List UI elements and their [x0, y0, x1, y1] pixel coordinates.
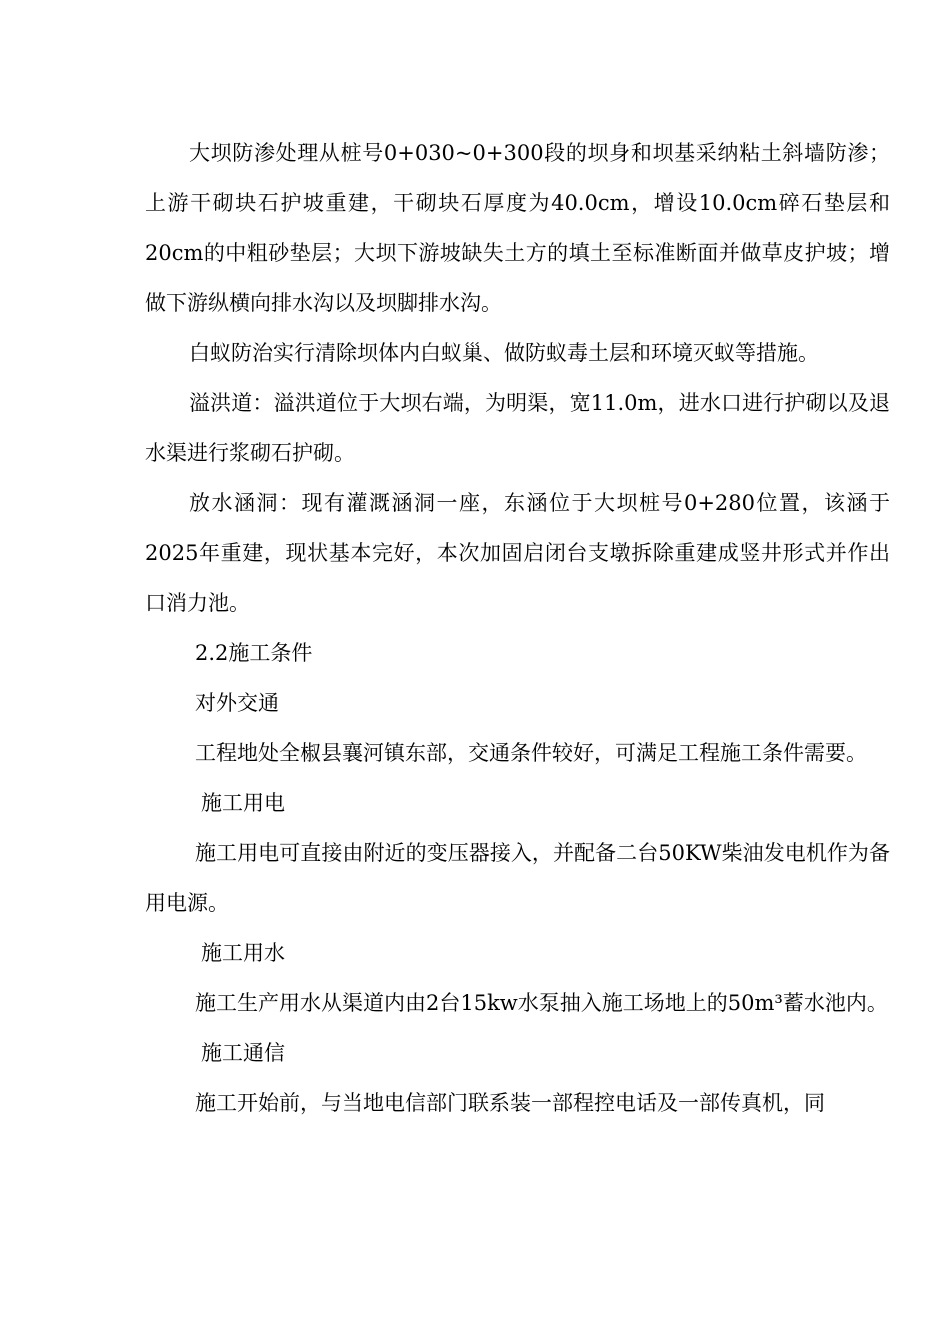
paragraph-traffic: 工程地处全椒县襄河镇东部，交通条件较好，可满足工程施工条件需要。	[195, 741, 867, 765]
paragraph-dam-seepage: 大坝防渗处理从桩号0+030~0+300段的坝身和坝基采纳粘土斜墙防渗；上游干砌块石护坡重建，干砌块石厚度为40.0cm，增设10.0cm碎石垫层和20cm的中粗砂垫层；大坝下游坡缺失土方的填土至标准断面并做草皮护坡；增做下游纵横向排水沟以及坝脚排水沟。	[145, 141, 890, 315]
document-body	[145, 128, 890, 1128]
paragraph-culvert: 放水涵洞：现有灌溉涵洞一座，东涵位于大坝桩号0+280位置，该涵于2025年重建，现状基本完好，本次加固启闭台支墩拆除重建成竖井形式并作出口消力池。	[145, 491, 890, 615]
subheading-power: 施工用电	[201, 791, 285, 815]
paragraph-spillway: 溢洪道：溢洪道位于大坝右端，为明渠，宽11.0m，进水口进行护砌以及退水渠进行浆砌石护砌。	[145, 391, 890, 465]
section-heading-construction-conditions: 2.2施工条件	[195, 641, 313, 665]
paragraph-termite-control: 白蚁防治实行清除坝体内白蚁巢、做防蚁毒土层和环境灭蚁等措施。	[189, 341, 819, 365]
paragraph-communication: 施工开始前，与当地电信部门联系装一部程控电话及一部传真机，同	[195, 1091, 825, 1115]
subheading-water: 施工用水	[201, 941, 285, 965]
paragraph-power: 施工用电可直接由附近的变压器接入，并配备二台50KW柴油发电机作为备用电源。	[145, 841, 890, 915]
subheading-communication: 施工通信	[201, 1041, 285, 1065]
paragraph-water: 施工生产用水从渠道内由2台15kw水泵抽入施工场地上的50m³蓄水池内。	[195, 991, 888, 1015]
subheading-external-traffic: 对外交通	[195, 691, 279, 715]
